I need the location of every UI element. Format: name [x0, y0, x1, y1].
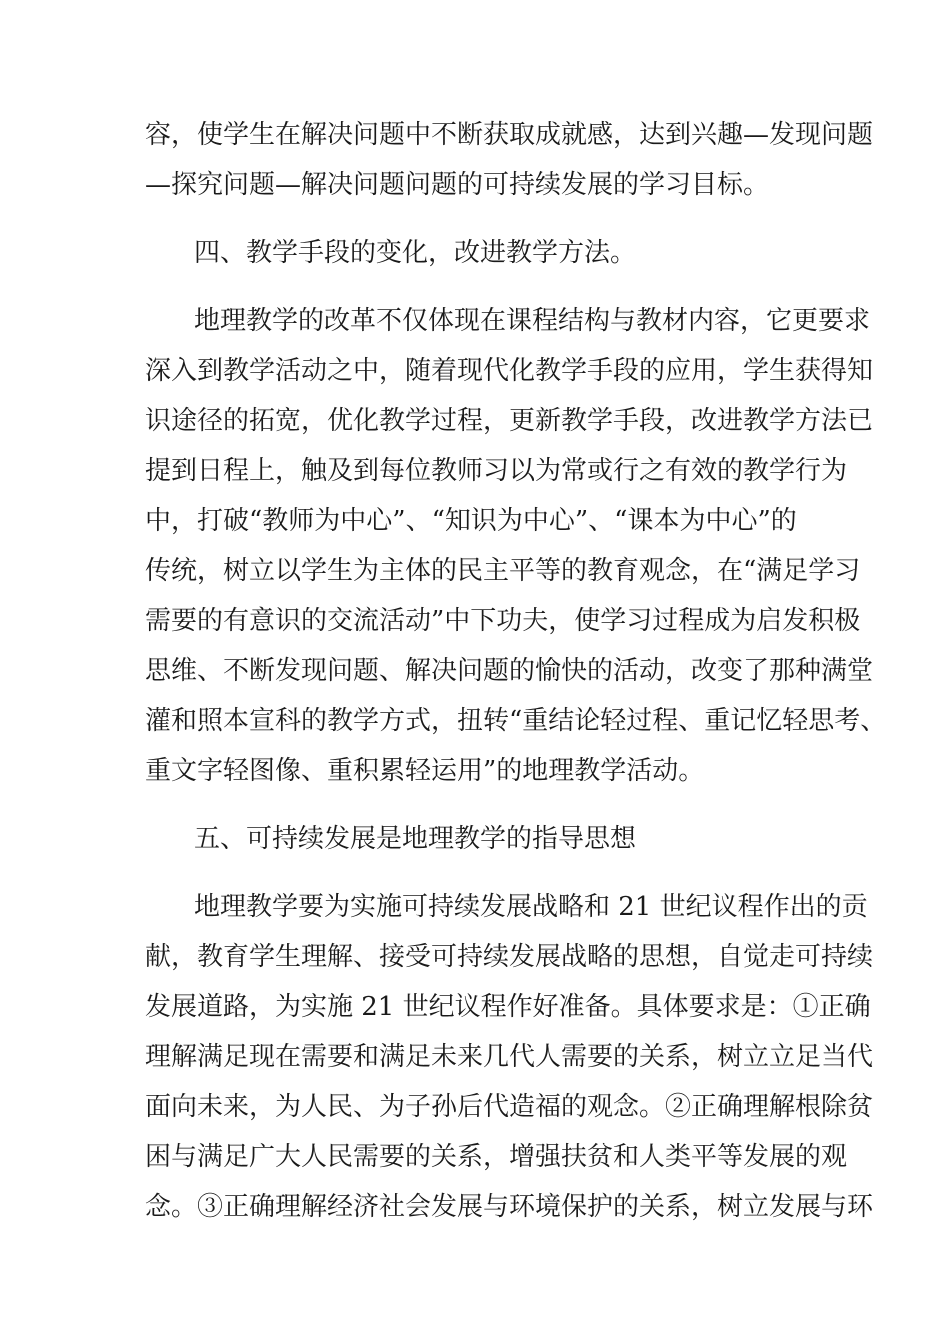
paragraph-line: 发展道路，为实施 21 世纪议程作好准备。具体要求是：①正确 [145, 992, 871, 1022]
paragraph-line: 传统，树立以学生为主体的民主平等的教育观念，在“满足学习 [145, 556, 861, 586]
paragraph-line: 念。③正确理解经济社会发展与环境保护的关系，树立发展与环 [145, 1192, 874, 1222]
paragraph-continuation-line: —探究问题—解决问题问题的可持续发展的学习目标。 [145, 170, 770, 200]
paragraph-line: 提到日程上，触及到每位教师习以为常或行之有效的教学行为 [145, 456, 848, 486]
paragraph-line: 中，打破“教师为中心”、“知识为中心”、“课本为中心”的 [145, 506, 797, 536]
paragraph-line: 困与满足广大人民需要的关系，增强扶贫和人类平等发展的观 [145, 1142, 848, 1172]
paragraph-line: 识途径的拓宽，优化教学过程，更新教学手段，改进教学方法已 [145, 406, 874, 436]
paragraph-line: 理解满足现在需要和满足未来几代人需要的关系，树立立足当代 [145, 1042, 874, 1072]
paragraph-line: 需要的有意识的交流活动”中下功夫，使学习过程成为启发积极 [145, 606, 861, 636]
paragraph-line: 灌和照本宣科的教学方式，扭转“重结论轻过程、重记忆轻思考、 [145, 706, 887, 736]
paragraph-line: 思维、不断发现问题、解决问题的愉快的活动，改变了那种满堂 [145, 656, 874, 686]
paragraph-line: 重文字轻图像、重积累轻运用”的地理教学活动。 [145, 756, 705, 786]
section-heading-five: 五、可持续发展是地理教学的指导思想 [194, 824, 637, 854]
paragraph-line: 献，教育学生理解、接受可持续发展战略的思想，自觉走可持续 [145, 942, 874, 972]
paragraph-line: 地理教学要为实施可持续发展战略和 21 世纪议程作出的贡 [194, 892, 868, 922]
paragraph-line: 地理教学的改革不仅体现在课程结构与教材内容，它更要求 [194, 306, 871, 336]
paragraph-continuation-line: 容，使学生在解决问题中不断获取成就感，达到兴趣—发现问题 [145, 120, 874, 150]
paragraph-line: 深入到教学活动之中，随着现代化教学手段的应用，学生获得知 [145, 356, 874, 386]
paragraph-line: 面向未来，为人民、为子孙后代造福的观念。②正确理解根除贫 [145, 1092, 874, 1122]
section-heading-four: 四、教学手段的变化，改进教学方法。 [194, 238, 637, 268]
